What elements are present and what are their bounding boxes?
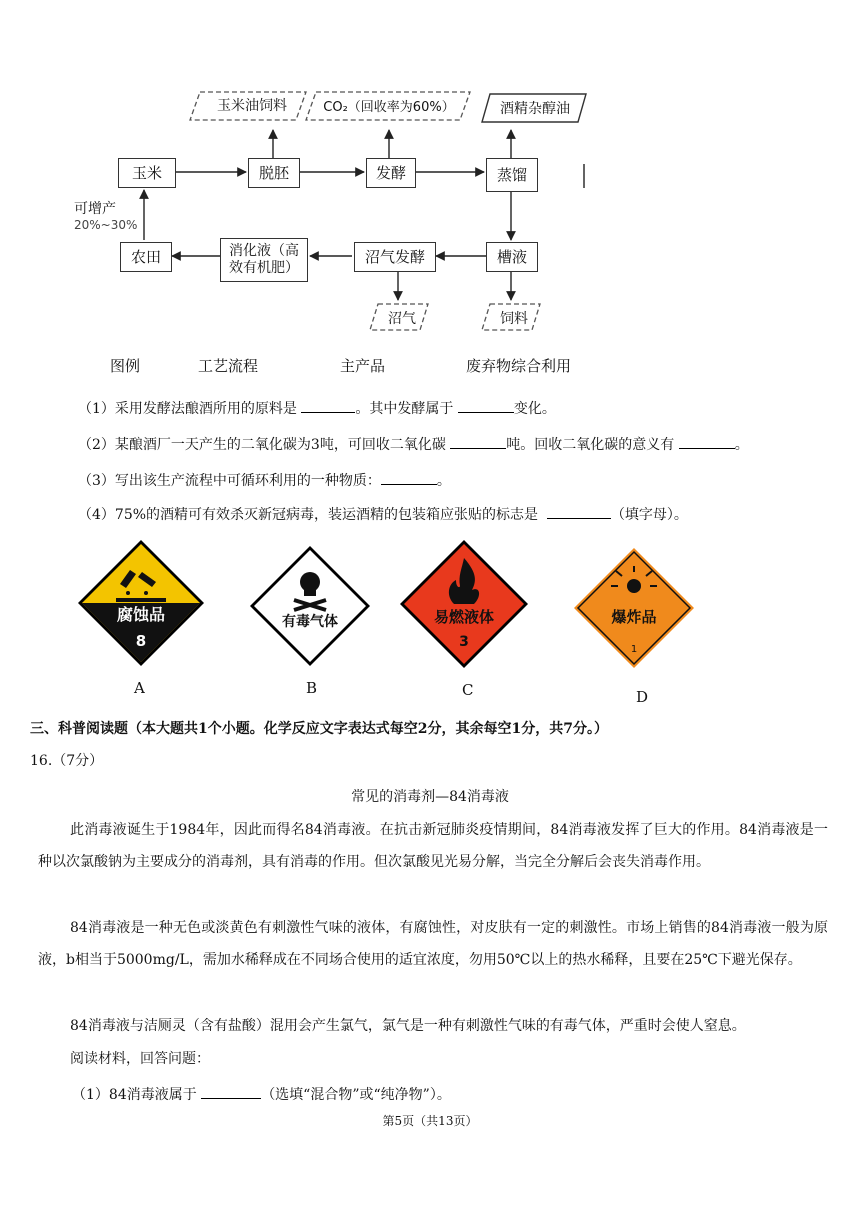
article-p3: 84消毒液与洁厕灵（含有盐酸）混用会产生氯气，氯气是一种有刺激性气味的有毒气体，严重时会使人窒息。 xyxy=(70,1018,746,1034)
article-p2: 84消毒液是一种无色或淡黄色有刺激性气味的液体，有腐蚀性，对皮肤有一定的刺激性。市场上销售的84消毒液一般为原液，b相当于5000mg/L，需加水稀释成在不同场合使用的适宜浓度，勿用50℃以上的热水稀释，且要在25℃下避光保存。 xyxy=(38,920,828,968)
legend-main-product: 主产品 xyxy=(340,357,386,375)
yield-range: 20%~30% xyxy=(74,218,138,232)
page-footer: 第5页（共13页） xyxy=(382,1114,478,1128)
sign-c-num: 3 xyxy=(459,634,469,650)
sign-a-corrosive xyxy=(76,538,206,668)
product-biogas: 沼气 xyxy=(388,311,416,327)
legend-process: 工艺流程 xyxy=(198,357,259,375)
sign-b-label: 有毒气体 xyxy=(282,614,338,630)
step-ferment: 发酵 xyxy=(366,158,416,188)
q16-1: （1）84消毒液属于 （选填“混合物”或“纯净物”）。 xyxy=(72,1084,451,1104)
q15-2: （2）某酿酒厂一天产生的二氧化碳为3吨，可回收二氧化碳 吨。回收二氧化碳的意义有 。 xyxy=(78,434,749,454)
sign-b-toxic-gas xyxy=(248,544,372,668)
product-feed: 饲料 xyxy=(500,311,528,327)
q15-4: （4）75%的酒精可有效杀灭新冠病毒，装运酒精的包装箱应张贴的标志是 （填字母）。 xyxy=(78,504,688,524)
q15-3: （3）写出该生产流程中可循环利用的一种物质： 。 xyxy=(78,470,451,490)
sign-d-letter: D xyxy=(636,688,649,706)
q16-number: 16.（7分） xyxy=(30,753,104,769)
step-distill: 蒸馏 xyxy=(486,158,538,192)
sign-c-label: 易燃液体 xyxy=(433,608,495,626)
sign-a-label: 腐蚀品 xyxy=(116,605,166,624)
product-fusel-oil: 酒精杂醇油 xyxy=(500,101,570,117)
step-degerm: 脱胚 xyxy=(248,158,300,188)
product-corn-oil-feed: 玉米油饲料 xyxy=(217,98,287,114)
sign-c-flammable-liquid xyxy=(398,538,530,670)
step-digestate: 消化液（高效有机肥） xyxy=(220,238,308,282)
article-p4: 阅读材料，回答问题： xyxy=(70,1051,210,1067)
yield-label: 可增产 xyxy=(74,201,116,217)
sign-a-letter: A xyxy=(134,679,145,697)
section3-heading: 三、科普阅读题（本大题共1个小题。化学反应文字表达式每空2分，其余每空1分，共7分。） xyxy=(30,721,608,737)
legend-waste-use: 废弃物综合利用 xyxy=(466,357,572,375)
sign-c-letter: C xyxy=(462,681,474,699)
step-corn: 玉米 xyxy=(118,158,176,188)
q15-1: （1）采用发酵法酿酒所用的原料是 。其中发酵属于 变化。 xyxy=(78,398,556,418)
step-biogas-ferment: 沼气发酵 xyxy=(354,242,436,272)
sign-d-label: 爆炸品 xyxy=(611,608,657,626)
sign-a-num: 8 xyxy=(135,632,147,650)
legend-title: 图例 xyxy=(110,357,141,375)
step-farmland: 农田 xyxy=(120,242,172,272)
product-co2: CO₂（回收率为60%） xyxy=(323,100,455,115)
sign-d-explosive xyxy=(572,546,696,670)
sign-d-num: 1 xyxy=(630,644,638,655)
step-stillage: 槽液 xyxy=(486,242,538,272)
article-p1: 此消毒液诞生于1984年，因此而得名84消毒液。在抗击新冠肺炎疫情期间，84消毒液发挥了巨大的作用。84消毒液是一种以次氯酸钠为主要成分的消毒剂，具有消毒的作用。但次氯酸见光易分解，当完全分解后会丧失消毒作用。 xyxy=(38,822,828,870)
article-title: 常见的消毒剂—84消毒液 xyxy=(351,789,509,805)
sign-b-letter: B xyxy=(306,679,318,697)
